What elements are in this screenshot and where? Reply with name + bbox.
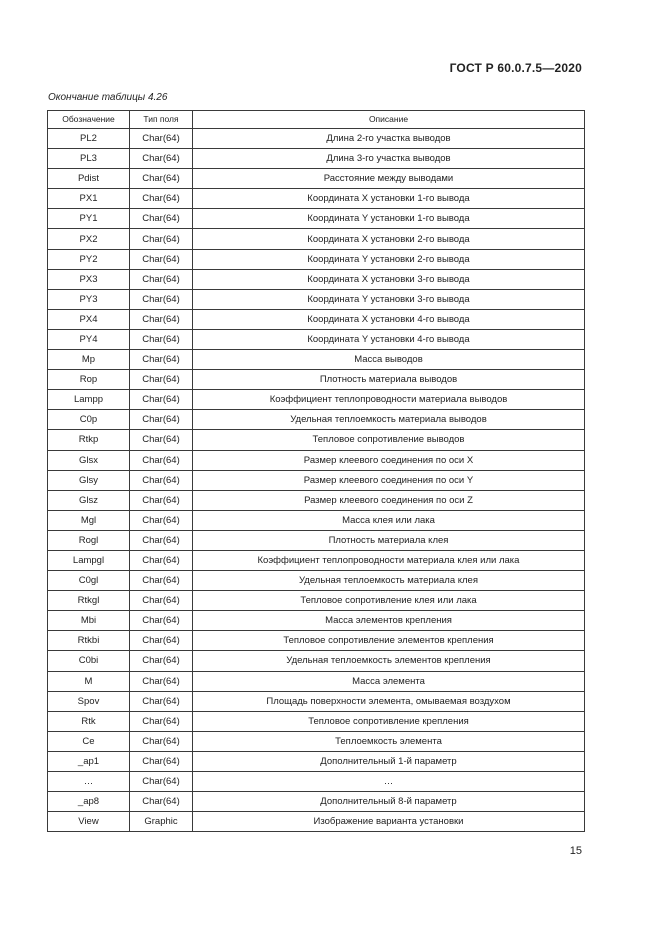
table-row <box>48 430 585 450</box>
cell-description: Удельная теплоемкость элементов крепления <box>193 651 585 671</box>
cell-designation: PX2 <box>48 229 130 249</box>
cell-description: Тепловое сопротивление элементов крепления <box>193 631 585 651</box>
table-row <box>48 350 585 370</box>
cell-designation: C0p <box>48 410 130 430</box>
cell-designation: Rtkgl <box>48 591 130 611</box>
table-row <box>48 631 585 651</box>
cell-field-type: Char(64) <box>130 289 193 309</box>
cell-field-type: Char(64) <box>130 370 193 390</box>
cell-field-type: Char(64) <box>130 269 193 289</box>
cell-description: Тепловое сопротивление выводов <box>193 430 585 450</box>
cell-description: Размер клеевого соединения по оси Z <box>193 490 585 510</box>
cell-description: Координата X установки 4-го вывода <box>193 309 585 329</box>
cell-field-type: Char(64) <box>130 731 193 751</box>
cell-designation: PY4 <box>48 329 130 349</box>
table-row <box>48 812 585 832</box>
cell-designation: Glsx <box>48 450 130 470</box>
cell-description: Изображение варианта установки <box>193 812 585 832</box>
column-header-description: Описание <box>193 111 585 129</box>
table-row <box>48 269 585 289</box>
cell-field-type: Char(64) <box>130 229 193 249</box>
cell-field-type: Char(64) <box>130 350 193 370</box>
cell-field-type: Char(64) <box>130 410 193 430</box>
cell-designation: _ap1 <box>48 751 130 771</box>
table-row <box>48 591 585 611</box>
cell-designation: PL3 <box>48 149 130 169</box>
cell-description: Длина 2-го участка выводов <box>193 129 585 149</box>
cell-designation: Glsy <box>48 470 130 490</box>
cell-description: Тепловое сопротивление клея или лака <box>193 591 585 611</box>
document-id: ГОСТ Р 60.0.7.5—2020 <box>449 61 582 75</box>
cell-designation: Mp <box>48 350 130 370</box>
cell-description: Коэффициент теплопроводности материала клея или лака <box>193 550 585 570</box>
cell-field-type: Char(64) <box>130 129 193 149</box>
cell-description: Координата X установки 3-го вывода <box>193 269 585 289</box>
cell-description: Плотность материала выводов <box>193 370 585 390</box>
table-row <box>48 129 585 149</box>
table-row <box>48 329 585 349</box>
cell-description: Расстояние между выводами <box>193 169 585 189</box>
table-row <box>48 611 585 631</box>
table-row <box>48 691 585 711</box>
cell-description: Координата Y установки 4-го вывода <box>193 329 585 349</box>
cell-designation: PX4 <box>48 309 130 329</box>
cell-field-type: Char(64) <box>130 309 193 329</box>
table-row <box>48 651 585 671</box>
cell-description: Плотность материала клея <box>193 530 585 550</box>
cell-description: Координата Y установки 3-го вывода <box>193 289 585 309</box>
table-row <box>48 711 585 731</box>
cell-description: Координата X установки 2-го вывода <box>193 229 585 249</box>
cell-description: Масса выводов <box>193 350 585 370</box>
table-caption: Окончание таблицы 4.26 <box>48 92 168 103</box>
cell-designation: Lampgl <box>48 550 130 570</box>
table-row <box>48 550 585 570</box>
cell-designation: Mbi <box>48 611 130 631</box>
cell-field-type: Char(64) <box>130 751 193 771</box>
cell-field-type: Char(64) <box>130 591 193 611</box>
table-body <box>48 129 585 832</box>
cell-designation: Pdist <box>48 169 130 189</box>
table-row <box>48 450 585 470</box>
table-row <box>48 410 585 430</box>
cell-designation: C0gl <box>48 571 130 591</box>
cell-description: Размер клеевого соединения по оси Y <box>193 470 585 490</box>
cell-designation: PX3 <box>48 269 130 289</box>
cell-description: Масса клея или лака <box>193 510 585 530</box>
table-row <box>48 731 585 751</box>
table-row <box>48 772 585 792</box>
table-row <box>48 249 585 269</box>
table-row <box>48 571 585 591</box>
table-row <box>48 149 585 169</box>
cell-field-type: Char(64) <box>130 550 193 570</box>
table-row <box>48 751 585 771</box>
cell-description: Площадь поверхности элемента, омываемая воздухом <box>193 691 585 711</box>
cell-designation: View <box>48 812 130 832</box>
cell-designation: PX1 <box>48 189 130 209</box>
cell-field-type: Char(64) <box>130 450 193 470</box>
cell-description: Длина 3-го участка выводов <box>193 149 585 169</box>
cell-description: … <box>193 772 585 792</box>
table-row <box>48 671 585 691</box>
cell-field-type: Char(64) <box>130 510 193 530</box>
cell-designation: Rop <box>48 370 130 390</box>
table-row <box>48 309 585 329</box>
cell-field-type: Char(64) <box>130 390 193 410</box>
cell-field-type: Char(64) <box>130 169 193 189</box>
cell-designation: Ce <box>48 731 130 751</box>
cell-field-type: Char(64) <box>130 209 193 229</box>
cell-field-type: Char(64) <box>130 691 193 711</box>
cell-description: Тепловое сопротивление крепления <box>193 711 585 731</box>
page-number: 15 <box>569 845 582 857</box>
table-row <box>48 229 585 249</box>
cell-designation: PL2 <box>48 129 130 149</box>
cell-field-type: Char(64) <box>130 671 193 691</box>
cell-designation: Mgl <box>48 510 130 530</box>
cell-description: Удельная теплоемкость материала клея <box>193 571 585 591</box>
cell-field-type: Char(64) <box>130 149 193 169</box>
cell-designation: Rtkbi <box>48 631 130 651</box>
cell-description: Размер клеевого соединения по оси X <box>193 450 585 470</box>
cell-field-type: Char(64) <box>130 490 193 510</box>
cell-field-type: Char(64) <box>130 631 193 651</box>
cell-field-type: Char(64) <box>130 571 193 591</box>
cell-description: Масса элемента <box>193 671 585 691</box>
cell-description: Удельная теплоемкость материала выводов <box>193 410 585 430</box>
cell-designation: C0bi <box>48 651 130 671</box>
table-row <box>48 792 585 812</box>
cell-description: Координата Y установки 1-го вывода <box>193 209 585 229</box>
cell-field-type: Char(64) <box>130 792 193 812</box>
cell-description: Координата Y установки 2-го вывода <box>193 249 585 269</box>
cell-description: Теплоемкость элемента <box>193 731 585 751</box>
table-row <box>48 169 585 189</box>
cell-designation: Lampp <box>48 390 130 410</box>
cell-designation: … <box>48 772 130 792</box>
table-row <box>48 189 585 209</box>
column-header-field-type: Тип поля <box>130 111 193 129</box>
cell-field-type: Char(64) <box>130 470 193 490</box>
cell-field-type: Char(64) <box>130 772 193 792</box>
cell-designation: Spov <box>48 691 130 711</box>
cell-field-type: Char(64) <box>130 711 193 731</box>
data-table <box>47 110 585 832</box>
table-row <box>48 530 585 550</box>
table-header-row <box>48 111 585 129</box>
cell-designation: Rtk <box>48 711 130 731</box>
cell-description: Коэффициент теплопроводности материала выводов <box>193 390 585 410</box>
cell-designation: PY1 <box>48 209 130 229</box>
cell-field-type: Char(64) <box>130 329 193 349</box>
table-row <box>48 470 585 490</box>
cell-field-type: Graphic <box>130 812 193 832</box>
cell-field-type: Char(64) <box>130 249 193 269</box>
cell-designation: Glsz <box>48 490 130 510</box>
cell-field-type: Char(64) <box>130 611 193 631</box>
cell-field-type: Char(64) <box>130 189 193 209</box>
cell-description: Дополнительный 1-й параметр <box>193 751 585 771</box>
cell-designation: Rtkp <box>48 430 130 450</box>
cell-description: Координата X установки 1-го вывода <box>193 189 585 209</box>
cell-field-type: Char(64) <box>130 651 193 671</box>
table-row <box>48 209 585 229</box>
cell-designation: PY3 <box>48 289 130 309</box>
table-row <box>48 510 585 530</box>
cell-field-type: Char(64) <box>130 530 193 550</box>
cell-designation: _ap8 <box>48 792 130 812</box>
cell-field-type: Char(64) <box>130 430 193 450</box>
table-row <box>48 390 585 410</box>
cell-description: Дополнительный 8-й параметр <box>193 792 585 812</box>
cell-description: Масса элементов крепления <box>193 611 585 631</box>
table-row <box>48 289 585 309</box>
cell-designation: Rogl <box>48 530 130 550</box>
cell-designation: PY2 <box>48 249 130 269</box>
table-row <box>48 490 585 510</box>
table-row <box>48 370 585 390</box>
cell-designation: M <box>48 671 130 691</box>
column-header-designation: Обозначение <box>48 111 130 129</box>
